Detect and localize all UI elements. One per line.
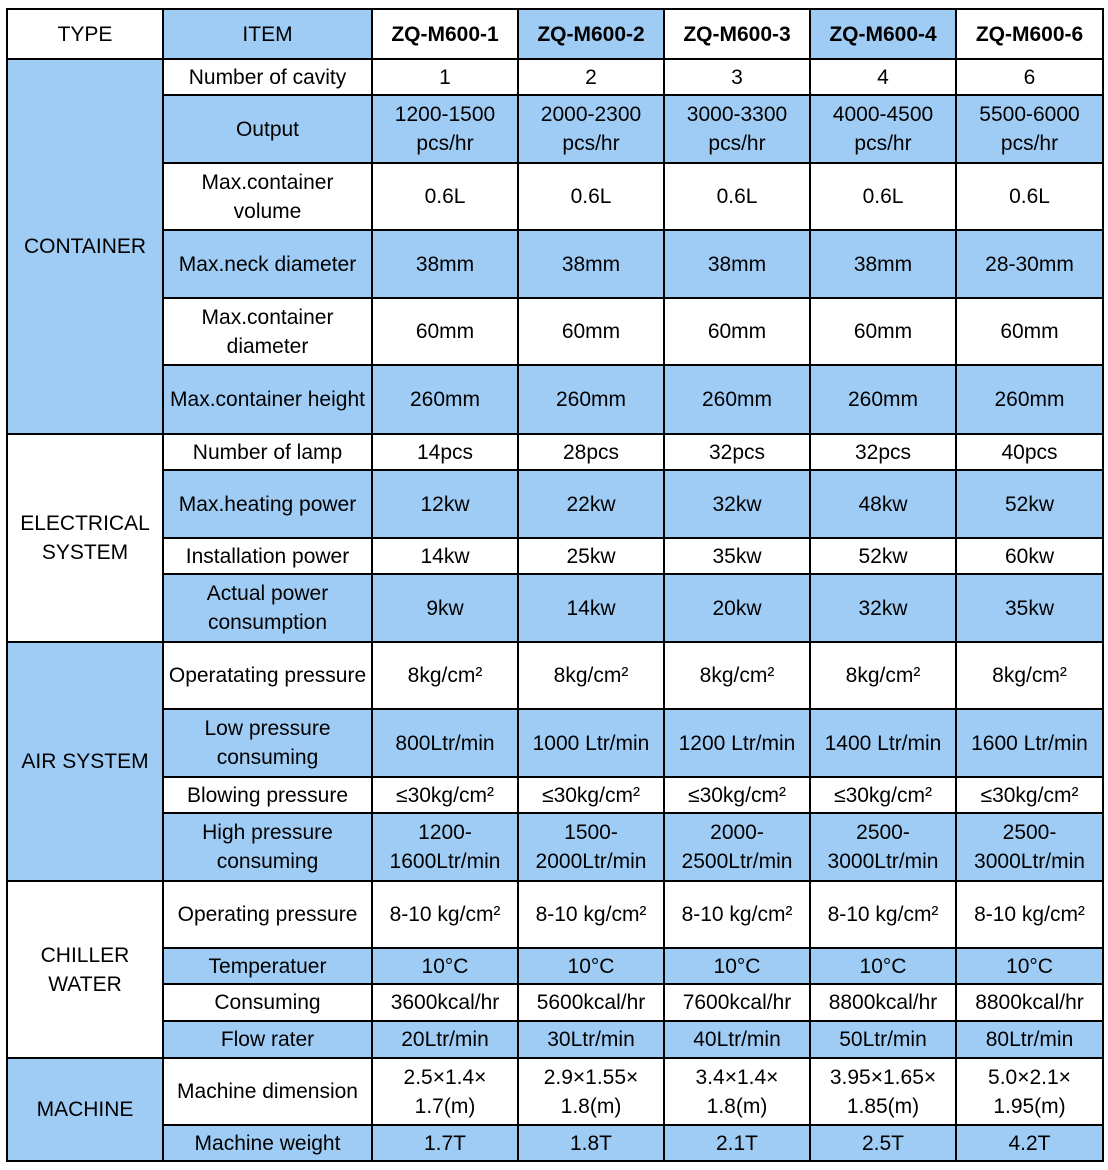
item-label: Actual power consumption bbox=[163, 574, 372, 642]
table-row bbox=[7, 709, 1103, 777]
value-cell: 60mm bbox=[664, 298, 810, 365]
category-air: AIR SYSTEM bbox=[7, 642, 163, 881]
item-label: Flow rater bbox=[163, 1021, 372, 1058]
item-label: Max.container height bbox=[163, 365, 372, 434]
value-cell: 60mm bbox=[518, 298, 664, 365]
value-cell: 52kw bbox=[956, 470, 1103, 538]
value-cell: 3 bbox=[664, 59, 810, 95]
type-header: TYPE bbox=[7, 9, 163, 59]
value-cell: 260mm bbox=[518, 365, 664, 434]
value-cell: 2000-2500Ltr/min bbox=[664, 813, 810, 881]
model-header: ZQ-M600-2 bbox=[518, 9, 664, 59]
item-label: High pressure consuming bbox=[163, 813, 372, 881]
value-cell: 3600kcal/hr bbox=[372, 984, 518, 1021]
model-header: ZQ-M600-4 bbox=[810, 9, 956, 59]
table-row bbox=[7, 1125, 1103, 1161]
value-cell: 28-30mm bbox=[956, 230, 1103, 298]
value-cell: 260mm bbox=[956, 365, 1103, 434]
value-cell: 3.95×1.65× 1.85(m) bbox=[810, 1058, 956, 1125]
value-cell: 10°C bbox=[810, 948, 956, 984]
value-cell: 10°C bbox=[518, 948, 664, 984]
model-header: ZQ-M600-6 bbox=[956, 9, 1103, 59]
value-cell: 8kg/cm² bbox=[810, 642, 956, 709]
item-label: Max.container volume bbox=[163, 163, 372, 230]
value-cell: 4000-4500 pcs/hr bbox=[810, 95, 956, 163]
value-cell: ≤30kg/cm² bbox=[372, 777, 518, 813]
value-cell: 60mm bbox=[372, 298, 518, 365]
model-header: ZQ-M600-1 bbox=[372, 9, 518, 59]
value-cell: 260mm bbox=[810, 365, 956, 434]
item-label: Blowing pressure bbox=[163, 777, 372, 813]
value-cell: 60kw bbox=[956, 538, 1103, 574]
value-cell: 5500-6000 pcs/hr bbox=[956, 95, 1103, 163]
value-cell: 800Ltr/min bbox=[372, 709, 518, 777]
value-cell: 35kw bbox=[956, 574, 1103, 642]
value-cell: 30Ltr/min bbox=[518, 1021, 664, 1058]
value-cell: 52kw bbox=[810, 538, 956, 574]
value-cell: 7600kcal/hr bbox=[664, 984, 810, 1021]
value-cell: 60mm bbox=[956, 298, 1103, 365]
item-label: Operatating pressure bbox=[163, 642, 372, 709]
value-cell: 40pcs bbox=[956, 434, 1103, 470]
value-cell: 35kw bbox=[664, 538, 810, 574]
table-row bbox=[7, 948, 1103, 984]
table-row bbox=[7, 574, 1103, 642]
value-cell: 2.1T bbox=[664, 1125, 810, 1161]
value-cell: 8800kcal/hr bbox=[810, 984, 956, 1021]
value-cell: 3.4×1.4× 1.8(m) bbox=[664, 1058, 810, 1125]
value-cell: 25kw bbox=[518, 538, 664, 574]
item-label: Number of cavity bbox=[163, 59, 372, 95]
value-cell: 1200-1600Ltr/min bbox=[372, 813, 518, 881]
value-cell: 48kw bbox=[810, 470, 956, 538]
value-cell: 0.6L bbox=[956, 163, 1103, 230]
table-row bbox=[7, 642, 1103, 709]
value-cell: 38mm bbox=[372, 230, 518, 298]
value-cell: 4 bbox=[810, 59, 956, 95]
value-cell: 28pcs bbox=[518, 434, 664, 470]
value-cell: 12kw bbox=[372, 470, 518, 538]
table-row bbox=[7, 298, 1103, 365]
value-cell: 8-10 kg/cm² bbox=[664, 881, 810, 948]
value-cell: 0.6L bbox=[372, 163, 518, 230]
value-cell: 32pcs bbox=[810, 434, 956, 470]
value-cell: 4.2T bbox=[956, 1125, 1103, 1161]
value-cell: 1400 Ltr/min bbox=[810, 709, 956, 777]
value-cell: 0.6L bbox=[810, 163, 956, 230]
value-cell: 0.6L bbox=[518, 163, 664, 230]
value-cell: 8kg/cm² bbox=[518, 642, 664, 709]
value-cell: 38mm bbox=[810, 230, 956, 298]
item-label: Output bbox=[163, 95, 372, 163]
value-cell: 38mm bbox=[518, 230, 664, 298]
value-cell: 1500-2000Ltr/min bbox=[518, 813, 664, 881]
value-cell: 10°C bbox=[956, 948, 1103, 984]
value-cell: 260mm bbox=[664, 365, 810, 434]
table-row bbox=[7, 1058, 1103, 1125]
value-cell: 260mm bbox=[372, 365, 518, 434]
value-cell: 14kw bbox=[372, 538, 518, 574]
table-row bbox=[7, 1021, 1103, 1058]
item-label: Temperatuer bbox=[163, 948, 372, 984]
table-row bbox=[7, 59, 1103, 95]
value-cell: 1.8T bbox=[518, 1125, 664, 1161]
value-cell: 20kw bbox=[664, 574, 810, 642]
value-cell: 38mm bbox=[664, 230, 810, 298]
value-cell: 2000-2300 pcs/hr bbox=[518, 95, 664, 163]
value-cell: 20Ltr/min bbox=[372, 1021, 518, 1058]
item-label: Consuming bbox=[163, 984, 372, 1021]
value-cell: 2500-3000Ltr/min bbox=[956, 813, 1103, 881]
item-label: Max.container diameter bbox=[163, 298, 372, 365]
item-label: Max.neck diameter bbox=[163, 230, 372, 298]
value-cell: 2.9×1.55× 1.8(m) bbox=[518, 1058, 664, 1125]
table-row bbox=[7, 163, 1103, 230]
value-cell: 2500-3000Ltr/min bbox=[810, 813, 956, 881]
table-row bbox=[7, 813, 1103, 881]
category-machine: MACHINE bbox=[7, 1058, 163, 1161]
value-cell: 60mm bbox=[810, 298, 956, 365]
item-label: Installation power bbox=[163, 538, 372, 574]
value-cell: 9kw bbox=[372, 574, 518, 642]
value-cell: 2 bbox=[518, 59, 664, 95]
value-cell: 14pcs bbox=[372, 434, 518, 470]
value-cell: 80Ltr/min bbox=[956, 1021, 1103, 1058]
value-cell: 1 bbox=[372, 59, 518, 95]
value-cell: 8-10 kg/cm² bbox=[956, 881, 1103, 948]
value-cell: 2.5×1.4× 1.7(m) bbox=[372, 1058, 518, 1125]
table-row bbox=[7, 538, 1103, 574]
value-cell: 1600 Ltr/min bbox=[956, 709, 1103, 777]
value-cell: 8kg/cm² bbox=[664, 642, 810, 709]
item-label: Max.heating power bbox=[163, 470, 372, 538]
value-cell: 32pcs bbox=[664, 434, 810, 470]
header-row bbox=[7, 9, 1103, 59]
value-cell: 8-10 kg/cm² bbox=[518, 881, 664, 948]
item-label: Operating pressure bbox=[163, 881, 372, 948]
value-cell: 6 bbox=[956, 59, 1103, 95]
value-cell: 8-10 kg/cm² bbox=[810, 881, 956, 948]
value-cell: 32kw bbox=[810, 574, 956, 642]
table-row bbox=[7, 95, 1103, 163]
table-row bbox=[7, 470, 1103, 538]
value-cell: 32kw bbox=[664, 470, 810, 538]
table-row bbox=[7, 777, 1103, 813]
spec-table bbox=[6, 8, 1104, 1162]
value-cell: 8800kcal/hr bbox=[956, 984, 1103, 1021]
value-cell: 22kw bbox=[518, 470, 664, 538]
value-cell: 8-10 kg/cm² bbox=[372, 881, 518, 948]
value-cell: 40Ltr/min bbox=[664, 1021, 810, 1058]
value-cell: 1200-1500 pcs/hr bbox=[372, 95, 518, 163]
value-cell: 10°C bbox=[372, 948, 518, 984]
item-header: ITEM bbox=[163, 9, 372, 59]
value-cell: ≤30kg/cm² bbox=[956, 777, 1103, 813]
table-row bbox=[7, 434, 1103, 470]
table-row bbox=[7, 984, 1103, 1021]
value-cell: 1200 Ltr/min bbox=[664, 709, 810, 777]
value-cell: 0.6L bbox=[664, 163, 810, 230]
item-label: Machine dimension bbox=[163, 1058, 372, 1125]
value-cell: 50Ltr/min bbox=[810, 1021, 956, 1058]
value-cell: ≤30kg/cm² bbox=[518, 777, 664, 813]
table-row bbox=[7, 365, 1103, 434]
value-cell: 10°C bbox=[664, 948, 810, 984]
item-label: Number of lamp bbox=[163, 434, 372, 470]
value-cell: 2.5T bbox=[810, 1125, 956, 1161]
item-label: Low pressure consuming bbox=[163, 709, 372, 777]
value-cell: 5.0×2.1× 1.95(m) bbox=[956, 1058, 1103, 1125]
value-cell: ≤30kg/cm² bbox=[810, 777, 956, 813]
value-cell: 14kw bbox=[518, 574, 664, 642]
value-cell: 8kg/cm² bbox=[956, 642, 1103, 709]
value-cell: 5600kcal/hr bbox=[518, 984, 664, 1021]
value-cell: ≤30kg/cm² bbox=[664, 777, 810, 813]
table-row bbox=[7, 881, 1103, 948]
value-cell: 3000-3300 pcs/hr bbox=[664, 95, 810, 163]
table-row bbox=[7, 230, 1103, 298]
item-label: Machine weight bbox=[163, 1125, 372, 1161]
value-cell: 1000 Ltr/min bbox=[518, 709, 664, 777]
value-cell: 1.7T bbox=[372, 1125, 518, 1161]
model-header: ZQ-M600-3 bbox=[664, 9, 810, 59]
category-electrical: ELECTRICAL SYSTEM bbox=[7, 434, 163, 642]
category-chiller: CHILLER WATER bbox=[7, 881, 163, 1058]
category-container: CONTAINER bbox=[7, 59, 163, 434]
value-cell: 8kg/cm² bbox=[372, 642, 518, 709]
